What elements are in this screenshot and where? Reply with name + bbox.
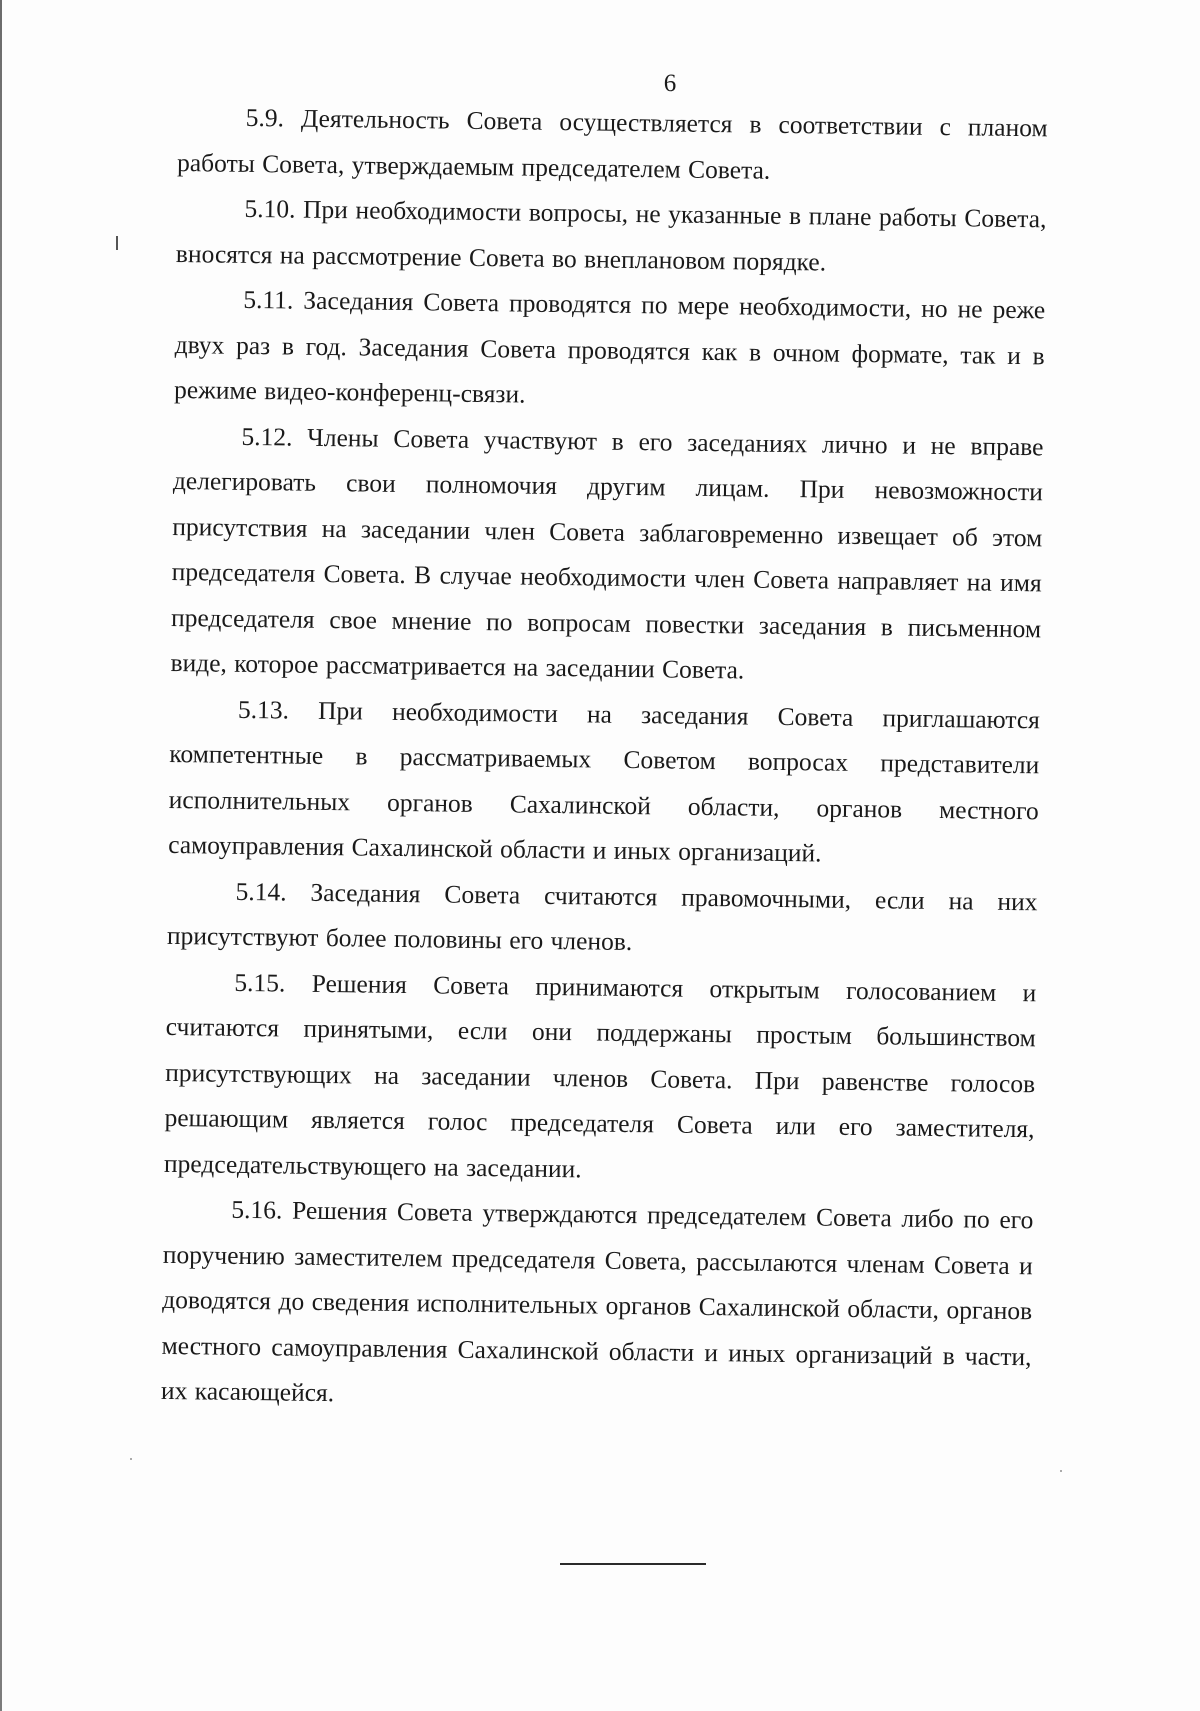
- scan-speck: [1060, 1470, 1062, 1472]
- paragraph-5-13: 5.13. При необходимости на заседания Совета приглашаются компетентные в рассматриваемых Советом вопросах представители исполнительных органов Сахалинской области, органов местного самоуправления Сахалинской области и иных организаций.: [167, 694, 1041, 868]
- scan-speck: [116, 236, 118, 250]
- paragraph-5-14: 5.14. Заседания Совета считаются правомочными, если на них присутствуют более половины его членов.: [166, 876, 1038, 957]
- paragraph-5-9: 5.9. Деятельность Совета осуществляется в соответствии с планом работы Совета, утверждаемым председателем Совета.: [176, 102, 1048, 185]
- paragraph-5-12: 5.12. Члены Совета участвуют в его заседаниях лично и не вправе делегировать свои полномочия другим лицам. При невозможности присутствия на заседании член Совета заблаговременно извещает об этом председателя Совета. В случае необходимости член Совета направляет на имя председателя свое мнение по вопросам повестки заседания в письменном виде, которое рассматривается на заседании Совета.: [170, 421, 1044, 685]
- paragraph-5-10: 5.10. При необходимости вопросы, не указанные в плане работы Совета, вносятся на рассмотрение Совета во внеплановом порядке.: [175, 193, 1047, 276]
- paragraph-5-15: 5.15. Решения Совета принимаются открытым голосованием и считаются принятыми, если они поддержаны простым большинством присутствующих на заседании членов Совета. При равенстве голосов решающим является голос председателя Совета или его заместителя, председательствующего на заседании.: [163, 967, 1037, 1183]
- page-number: 6: [663, 70, 677, 97]
- end-separator-line: [560, 1563, 706, 1565]
- paragraph-5-11: 5.11. Заседания Совета проводятся по мере необходимости, но не реже двух раз в год. Заседания Совета проводятся как в очном формате, так и в режиме видео-конференц-связи.: [173, 284, 1046, 409]
- document-body: [161, 94, 1048, 1425]
- scan-edge-line: [0, 0, 2, 1711]
- scan-speck: [130, 1458, 132, 1460]
- paragraph-5-16: 5.16. Решения Совета утверждаются председателем Совета либо по его поручению заместителем председателя Совета, рассылаются членам Совета и доводятся до сведения исполнительных органов Сахалинской области, органов местного самоуправления Сахалинской области и иных организаций в части, их касающейся.: [160, 1194, 1034, 1408]
